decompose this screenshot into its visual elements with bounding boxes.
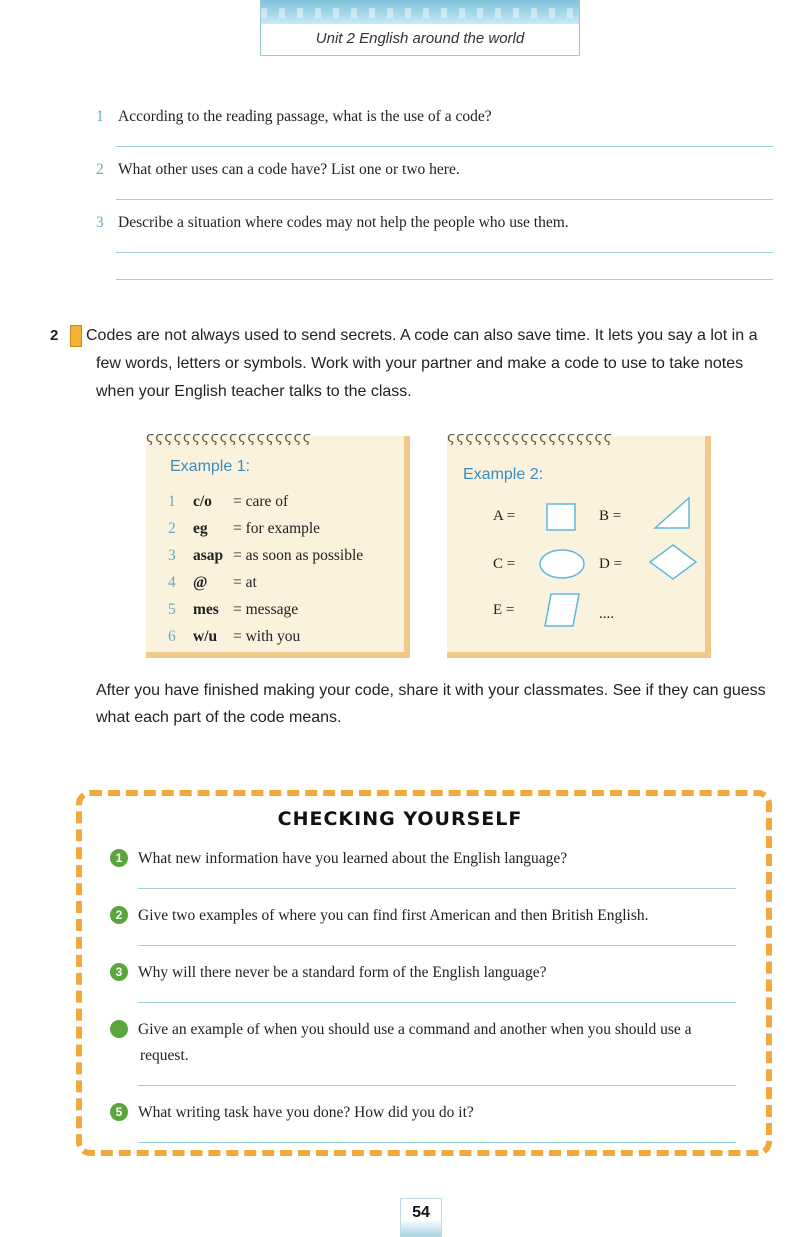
code-term: @ [193,574,208,591]
diamond-symbol-icon [647,542,699,582]
item-number-badge: 5 [110,1103,128,1121]
checking-yourself-title: CHECKING YOURSELF [277,808,523,830]
question-2 [96,161,776,179]
symbol-label-c: C = [493,556,516,572]
item-number-badge: 4 [110,1020,128,1038]
answer-line[interactable] [138,1085,736,1086]
square-symbol-icon [545,500,579,534]
symbol-label-a: A = [493,508,516,524]
symbol-label-b: B = [599,508,622,524]
page-number: 54 [400,1198,442,1237]
item-number: 4 [168,574,176,591]
checking-item-3 [110,960,740,986]
item-number: 1 [168,493,176,510]
example-1-notepad [146,430,410,658]
list-item [168,546,363,573]
example-1-list [168,492,363,654]
list-item [168,519,363,546]
question-text: What other uses can a code have? List one or two here. [118,161,460,178]
code-meaning: = with you [233,628,301,645]
example-1-title: Example 1: [170,458,251,475]
code-meaning: = message [233,601,299,618]
question-number: 3 [96,214,104,231]
spiral-binding-icon: ϛϛϛϛϛϛϛϛϛϛϛϛϛϛϛϛϛϛ [447,430,613,446]
item-number: 6 [168,628,176,645]
triangle-symbol-icon [651,494,693,532]
list-item [168,573,363,600]
task-number-badge: 2 [70,325,82,347]
answer-line[interactable] [138,888,736,889]
answer-line[interactable] [116,199,773,200]
code-meaning: = at [233,574,257,591]
answer-line[interactable] [138,945,736,946]
header-water-image [261,0,579,24]
checking-item-text: Give an example of when you should use a command and another when you should use a request. [138,1021,692,1064]
symbol-label-more: .... [599,606,614,622]
oval-symbol-icon [537,546,587,582]
parallelogram-symbol-icon [541,590,583,630]
after-instructions: After you have finished making your code, share it with your classmates. See if they can guess what each part of the code means. [96,682,766,726]
unit-title: Unit 2 English around the world [315,30,525,47]
list-item [168,492,363,519]
code-term: c/o [193,493,212,510]
answer-line[interactable] [116,146,773,147]
checking-item-5 [110,1100,740,1126]
answer-line[interactable] [116,252,773,253]
item-number: 2 [168,520,176,537]
answer-line[interactable] [138,1142,736,1143]
code-meaning: = for example [233,520,321,537]
code-term: mes [193,601,219,618]
task-2-instructions [50,322,780,406]
question-number: 2 [96,161,104,178]
example-2-notepad [447,430,711,658]
answer-line[interactable] [116,279,773,280]
checking-item-text: What writing task have you done? How did you do it? [138,1104,474,1121]
code-meaning: = care of [233,493,289,510]
symbol-label-d: D = [599,556,623,572]
symbol-label-e: E = [493,602,515,618]
question-text: Describe a situation where codes may not help the people who use them. [118,214,569,231]
question-text: According to the reading passage, what is the use of a code? [118,108,492,125]
spiral-binding-icon: ϛϛϛϛϛϛϛϛϛϛϛϛϛϛϛϛϛϛ [146,430,312,446]
item-number: 5 [168,601,176,618]
question-number: 1 [96,108,104,125]
code-meaning: = as soon as possible [233,547,364,564]
question-1 [96,108,776,126]
code-term: w/u [193,628,218,645]
item-number-badge: 3 [110,963,128,981]
question-3 [96,214,776,232]
checking-item-4 [100,1017,740,1069]
item-number: 3 [168,547,176,564]
example-2-title: Example 2: [463,466,544,483]
code-term: eg [193,520,208,537]
checking-item-2 [110,903,740,929]
checking-item-text: What new information have you learned about the English language? [138,850,568,867]
checking-item-1 [110,846,740,872]
item-number-badge: 2 [110,906,128,924]
task-2-text: Codes are not always used to send secrets. A code can also save time. It lets you say a lot in a few words, letters or symbols. Work with your partner and make a code to use to take notes when your English teacher talks to the class. [86,327,758,400]
checking-item-text: Why will there never be a standard form of the English language? [138,964,547,981]
item-number-badge: 1 [110,849,128,867]
code-term: asap [193,547,224,564]
answer-line[interactable] [138,1002,736,1003]
question-list [96,108,776,280]
task-2 [50,322,780,406]
list-item [168,600,363,627]
list-item [168,627,363,654]
unit-header [260,0,580,56]
checking-yourself-list [100,846,740,1143]
checking-item-text: Give two examples of where you can find first American and then British English. [138,907,649,924]
